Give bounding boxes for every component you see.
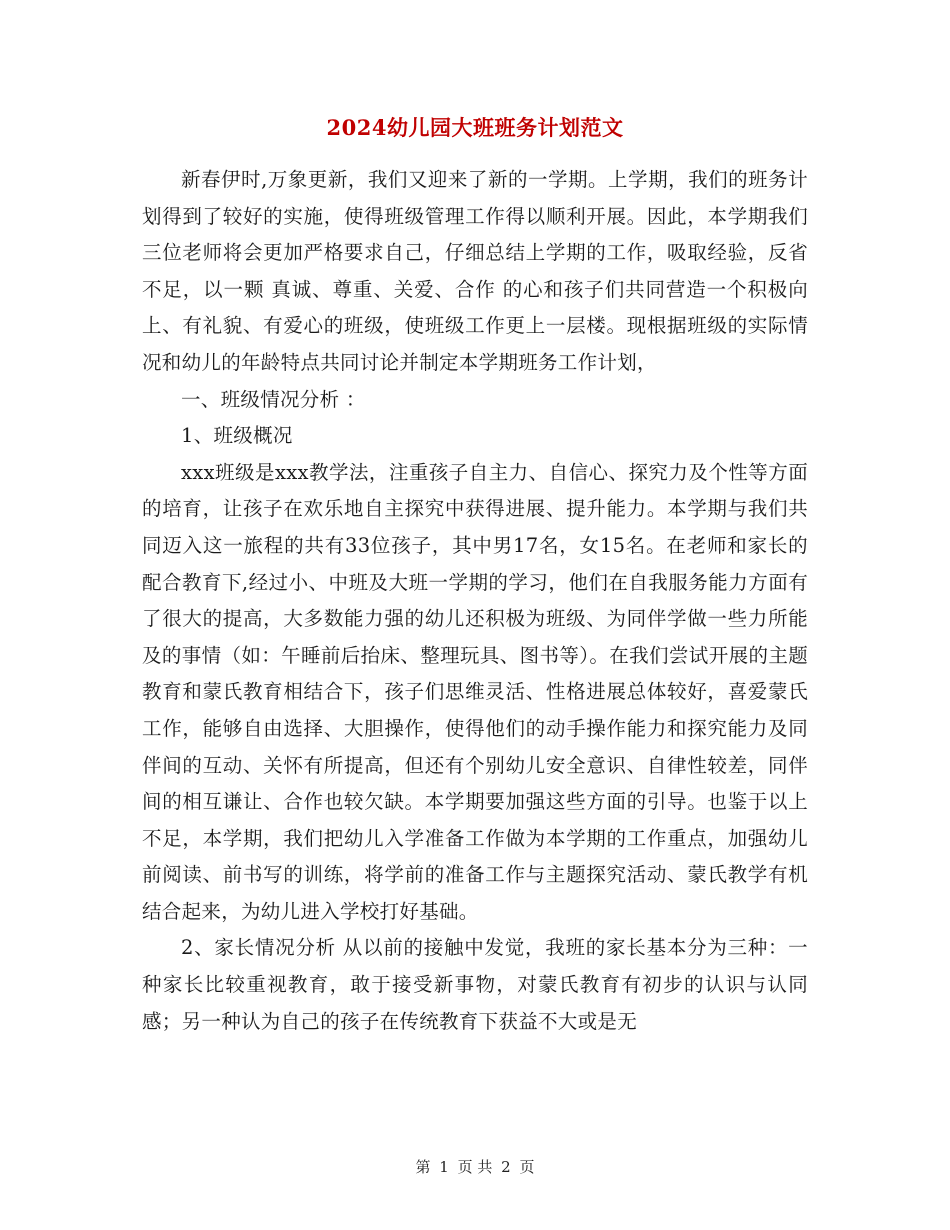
page-label-suffix: 页 <box>519 1158 535 1176</box>
page-label-prefix: 第 <box>415 1158 431 1176</box>
subsection-heading-class-overview: 1、班级概况 <box>181 424 293 448</box>
document-title: 2024幼儿园大班班务计划范文 <box>326 115 624 140</box>
paragraph-class-overview: xxx班级是xxx教学法，注重孩子自主力、自信心、探究力及个性等方面的培育，让孩子在欢乐地自主探究中获得进展、提升能力。本学期与我们共同迈入这一旅程的共有33位孩子，其中男17名，女15名。在老师和家长的配合教育下,经过小、中班及大班一学期的学习，他们在自我服务能力方面有了很大的提高，大多数能力强的幼儿还积极为班级、为同伴学做一些力所能及的事情（如：午睡前后抬床、整理玩具、图书等）。在我们尝试开展的主题教育和蒙氏教育相结合下，孩子们思维灵活、性格进展总体较好，喜爱蒙氏工作，能够自由选择、大胆操作，使得他们的动手操作能力和探究能力及同伴间的互动、关怀有所提高，但还有个别幼儿安全意识、自律性较差，同伴间的相互谦让、合作也较欠缺。本学期要加强这些方面的引导。也鉴于以上不足，本学期，我们把幼儿入学准备工作做为本学期的工作重点，加强幼儿前阅读、前书写的训练，将学前的准备工作与主题探究活动、蒙氏教学有机结合起来，为幼儿进入学校打好基础。 <box>142 460 808 923</box>
current-page-number: 1 <box>439 1158 449 1176</box>
paragraph-intro: 新春伊时,万象更新，我们又迎来了新的一学期。上学期，我们的班务计划得到了较好的实施，使得班级管理工作得以顺利开展。因此，本学期我们三位老师将会更加严格要求自己，仔细总结上学期的工作，吸取经验，反省不足，以一颗 真诚、尊重、关爱、合作 的心和孩子们共同营造一个积极向上、有礼貌、有爱心的班级，使班级工作更上一层楼。现根据班级的实际情况和幼儿的年龄特点共同讨论并制定本学期班务工作计划， <box>142 168 808 374</box>
page-footer <box>0 1156 950 1177</box>
paragraph-parent-analysis: 2、家长情况分析 从以前的接触中发觉，我班的家长基本分为三种：一种家长比较重视教育，敢于接受新事物，对蒙氏教育有初步的认识与认同感；另一种认为自己的孩子在传统教育下获益不大或是无 <box>142 936 808 1033</box>
page-label-mid: 页 共 <box>457 1158 493 1176</box>
section-heading-class-analysis: 一、班级情况分析 ： <box>181 387 366 411</box>
total-pages-number: 2 <box>501 1158 511 1176</box>
document-body <box>142 162 808 1040</box>
